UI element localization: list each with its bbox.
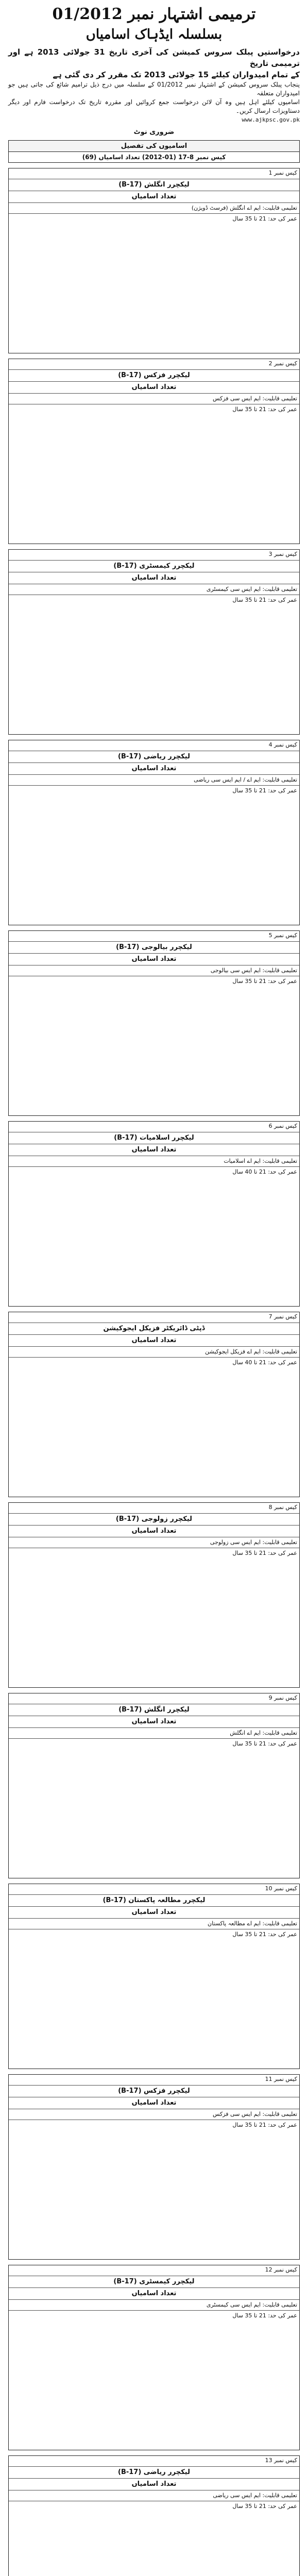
post-count: تعداد اسامیاں [9, 953, 299, 965]
post-title: لیکچرر زولوجی (B-17) [9, 1513, 299, 1525]
post-case-no: کیس نمبر 4 [268, 741, 297, 748]
post-case-no: کیس نمبر 2 [268, 360, 297, 367]
post-title: لیکچرر انگلش (B-17) [9, 179, 299, 191]
post-block [8, 1121, 300, 1307]
post-title: لیکچرر اسلامیات (B-17) [9, 1132, 299, 1144]
post-detail-line: تعلیمی قابلیت: ایم اے انگلش [9, 1727, 299, 1738]
post-detail-line: تعلیمی قابلیت: ایم اے فزیکل ایجوکیشن [9, 1346, 299, 1357]
post-count: تعداد اسامیاں [9, 572, 299, 584]
post-count: تعداد اسامیاں [9, 762, 299, 774]
post-block [8, 1884, 300, 2069]
post-detail-line: تعلیمی قابلیت: ایم ایس سی فزکس [9, 393, 299, 404]
post-block [8, 2265, 300, 2450]
post-detail-line: عمر کی حد: 21 تا 35 سال [9, 404, 299, 415]
post-detail-line: تعلیمی قابلیت: ایم اے / ایم ایس سی ریاضی [9, 774, 299, 785]
post-block [8, 930, 300, 1116]
post-block [8, 359, 300, 544]
post-case-no: کیس نمبر 11 [265, 2076, 297, 2082]
post-count: تعداد اسامیاں [9, 1906, 299, 1918]
post-block [8, 1693, 300, 1878]
post-detail-line: تعلیمی قابلیت: ایم ایس سی کیمسٹری [9, 2299, 299, 2310]
post-detail-line: تعلیمی قابلیت: ایم ایس سی زولوجی [9, 1537, 299, 1548]
post-block [8, 1502, 300, 1688]
advertisement-title: ترمیمی اشتہار نمبر 01/2012 [52, 5, 256, 23]
post-count: تعداد اسامیاں [9, 2287, 299, 2299]
post-title: لیکچرر مطالعہ پاکستان (B-17) [9, 1894, 299, 1906]
post-count: تعداد اسامیاں [9, 191, 299, 202]
post-case-no: کیس نمبر 6 [268, 1123, 297, 1129]
post-case-no: کیس نمبر 3 [268, 551, 297, 557]
post-detail-line: عمر کی حد: 21 تا 35 سال [9, 2501, 299, 2512]
case-number: کیس نمبر 8-17 (01-2012) تعداد اسامیاں (69) [8, 152, 300, 163]
post-block [8, 1312, 300, 1497]
intro-block [8, 46, 300, 124]
intro-line: کے تمام امیدواران کیلئے 15 جولائی 2013 تک مقرر کر دی گئی ہے [53, 70, 300, 79]
intro-line: درخواستیں پبلک سروس کمیشن کی آخری تاریخ 31 جولائی 2013 ہے اور ترمیمی تاریخ [8, 47, 300, 68]
posts-list [8, 168, 300, 2576]
post-detail-line: تعلیمی قابلیت: ایم اے اسلامیات [9, 1156, 299, 1166]
post-title: لیکچرر فزکس (B-17) [9, 369, 299, 381]
post-title: لیکچرر ریاضی (B-17) [9, 751, 299, 762]
post-title: لیکچرر کیمسٹری (B-17) [9, 2276, 299, 2287]
post-block [8, 740, 300, 925]
post-case-no: کیس نمبر 13 [265, 2457, 297, 2464]
post-detail-line: عمر کی حد: 21 تا 40 سال [9, 1357, 299, 1368]
post-detail-line: عمر کی حد: 21 تا 35 سال [9, 213, 299, 224]
section-heading: اسامیوں کی تفصیل [8, 140, 300, 152]
post-case-no: کیس نمبر 12 [265, 2266, 297, 2273]
post-title: لیکچرر ریاضی (B-17) [9, 2466, 299, 2478]
post-block [8, 2074, 300, 2260]
post-detail-line: عمر کی حد: 21 تا 35 سال [9, 785, 299, 796]
post-case-no: کیس نمبر 10 [265, 1885, 297, 1892]
post-count: تعداد اسامیاں [9, 1716, 299, 1727]
post-title: لیکچرر انگلش (B-17) [9, 1704, 299, 1716]
post-detail-line: تعلیمی قابلیت: ایم ایس سی فزکس [9, 2109, 299, 2120]
post-count: تعداد اسامیاں [9, 2478, 299, 2490]
post-case-no: کیس نمبر 9 [268, 1694, 297, 1701]
post-detail-line: تعلیمی قابلیت: ایم ایس سی کیمسٹری [9, 584, 299, 595]
post-title: لیکچرر فزکس (B-17) [9, 2085, 299, 2097]
intro-line: پنجاب پبلک سروس کمیشن کے اشتہار نمبر 01/2012 کے سلسلہ میں درج ذیل ترامیم شائع کی جاتی ہیں جو امیدواران متعلقہ [8, 81, 300, 97]
post-title: لیکچرر کیمسٹری (B-17) [9, 560, 299, 572]
post-detail-line: تعلیمی قابلیت: ایم ایس سی بیالوجی [9, 965, 299, 976]
intro-line: اسامیوں کیلئے اہل ہیں وہ آن لائن درخواست جمع کروائیں اور مقررہ تاریخ تک درخواست فارم اور دیگر دستاویزات ارسال کریں۔ [8, 98, 300, 114]
post-detail-line: عمر کی حد: 21 تا 35 سال [9, 976, 299, 987]
post-count: تعداد اسامیاں [9, 1525, 299, 1537]
post-block [8, 549, 300, 735]
post-title: ڈپٹی ڈائریکٹر فزیکل ایجوکیشن [9, 1323, 299, 1334]
advertisement-page [8, 4, 300, 2576]
post-block [8, 168, 300, 353]
notice-heading: ضروری نوٹ [133, 128, 175, 136]
advertisement-subtitle: بسلسلہ ایڈہاک اسامیاں [85, 27, 223, 42]
post-detail-line: عمر کی حد: 21 تا 40 سال [9, 1166, 299, 1177]
post-detail-line: عمر کی حد: 21 تا 35 سال [9, 595, 299, 605]
post-case-no: کیس نمبر 1 [268, 170, 297, 176]
post-detail-line: عمر کی حد: 21 تا 35 سال [9, 1929, 299, 1940]
post-detail-line: تعلیمی قابلیت: ایم اے انگلش (فرسٹ ڈویژن) [9, 202, 299, 213]
post-count: تعداد اسامیاں [9, 1144, 299, 1156]
post-detail-line: عمر کی حد: 21 تا 35 سال [9, 1738, 299, 1749]
post-count: تعداد اسامیاں [9, 1334, 299, 1346]
post-case-no: کیس نمبر 5 [268, 932, 297, 939]
post-detail-line: تعلیمی قابلیت: ایم اے مطالعہ پاکستان [9, 1918, 299, 1929]
post-title: لیکچرر بیالوجی (B-17) [9, 941, 299, 953]
post-block [8, 2455, 300, 2576]
post-detail-line: عمر کی حد: 21 تا 35 سال [9, 2310, 299, 2321]
post-count: تعداد اسامیاں [9, 2097, 299, 2109]
post-detail-line: عمر کی حد: 21 تا 35 سال [9, 2120, 299, 2130]
post-case-no: کیس نمبر 7 [268, 1313, 297, 1320]
website-link[interactable]: www.ajkpsc.gov.pk [242, 116, 300, 123]
post-case-no: کیس نمبر 8 [268, 1504, 297, 1511]
post-count: تعداد اسامیاں [9, 381, 299, 393]
post-detail-line: تعلیمی قابلیت: ایم ایس سی ریاضی [9, 2490, 299, 2501]
post-detail-line: عمر کی حد: 21 تا 35 سال [9, 1548, 299, 1558]
